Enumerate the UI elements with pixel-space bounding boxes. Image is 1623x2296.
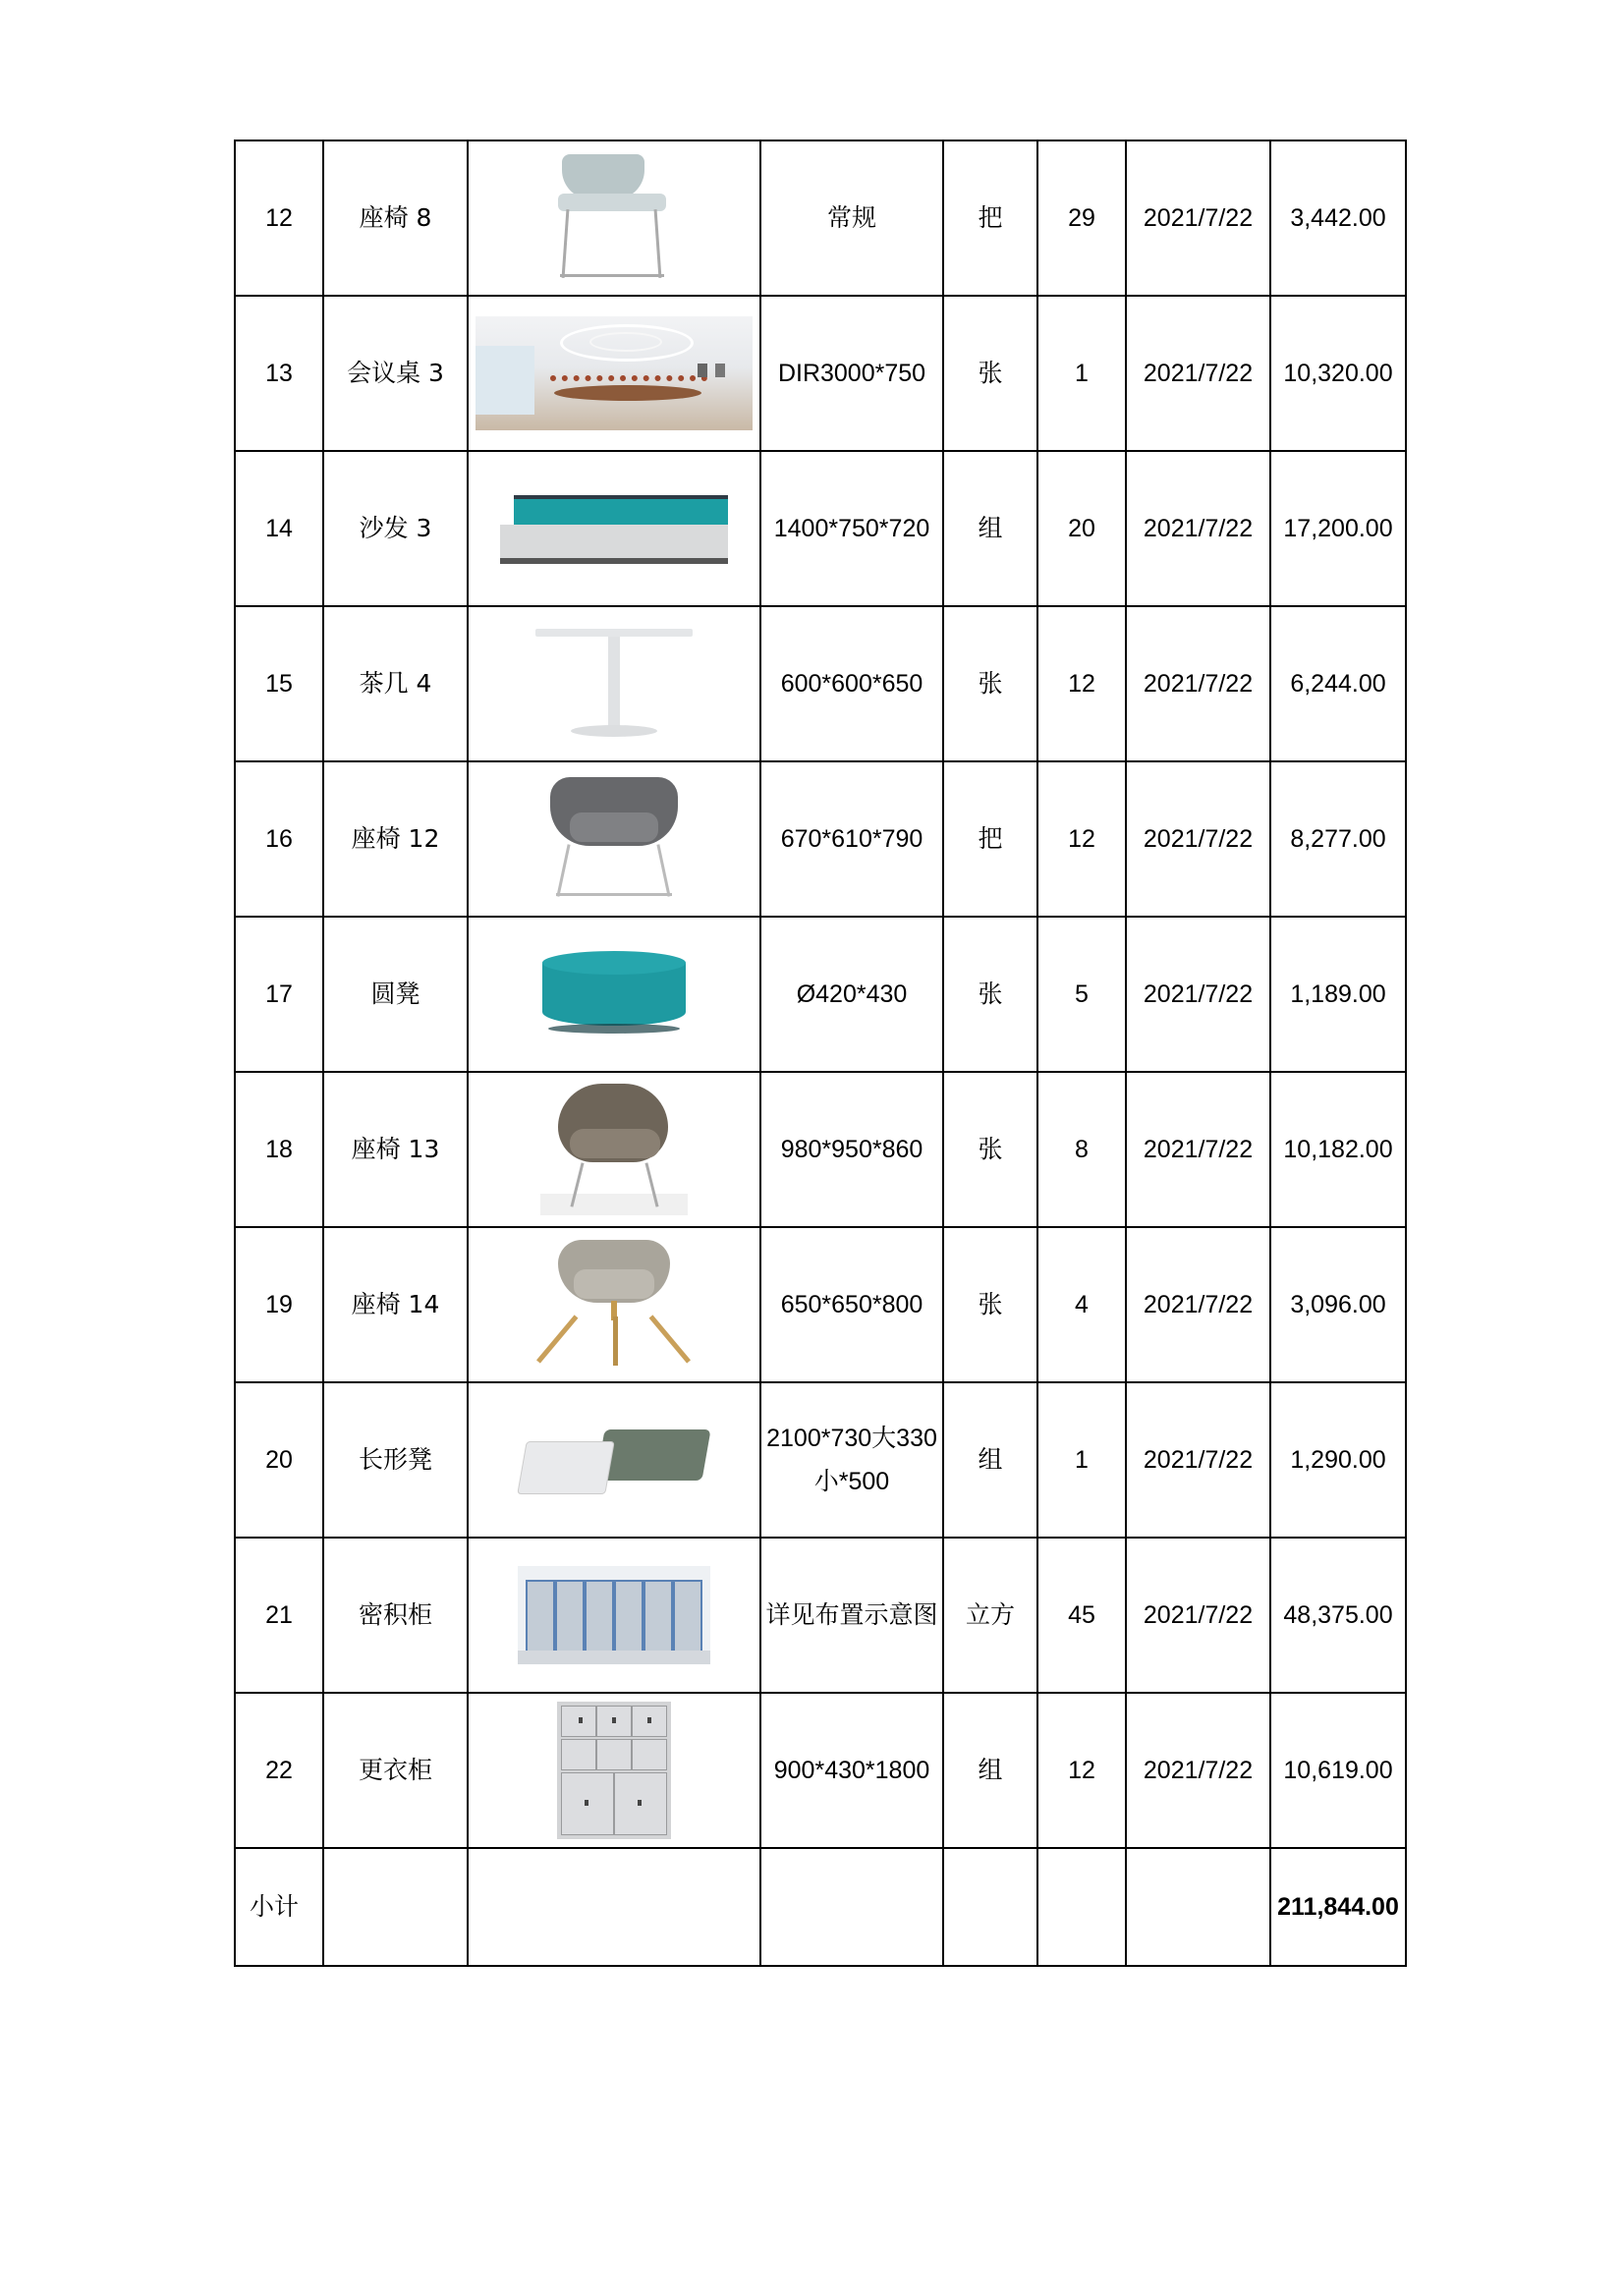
item-quantity: 4 — [1037, 1227, 1126, 1382]
locker-icon — [557, 1702, 671, 1839]
round-table-icon — [535, 629, 693, 739]
item-number: 22 — [235, 1693, 323, 1848]
item-date: 2021/7/22 — [1126, 1382, 1270, 1538]
item-amount: 1,290.00 — [1270, 1382, 1406, 1538]
item-amount: 1,189.00 — [1270, 917, 1406, 1072]
item-date: 2021/7/22 — [1126, 296, 1270, 451]
subtotal-label: 小计 — [235, 1848, 323, 1966]
item-unit: 组 — [943, 1693, 1037, 1848]
item-spec: 详见布置示意图 — [760, 1538, 943, 1693]
item-amount: 3,096.00 — [1270, 1227, 1406, 1382]
womb-chair-icon — [540, 1084, 688, 1215]
empty-cell — [323, 1848, 468, 1966]
empty-cell — [1037, 1848, 1126, 1966]
item-quantity: 8 — [1037, 1072, 1126, 1227]
item-name: 座椅 8 — [323, 140, 468, 296]
item-amount: 8,277.00 — [1270, 761, 1406, 917]
item-spec: 常规 — [760, 140, 943, 296]
item-date: 2021/7/22 — [1126, 140, 1270, 296]
item-date: 2021/7/22 — [1126, 451, 1270, 606]
item-amount: 17,200.00 — [1270, 451, 1406, 606]
item-amount: 10,182.00 — [1270, 1072, 1406, 1227]
sofa-icon — [500, 491, 728, 566]
item-date: 2021/7/22 — [1126, 917, 1270, 1072]
item-quantity: 20 — [1037, 451, 1126, 606]
item-image-cell — [468, 1382, 760, 1538]
item-unit: 立方 — [943, 1538, 1037, 1693]
item-quantity: 12 — [1037, 761, 1126, 917]
item-number: 16 — [235, 761, 323, 917]
table-row — [235, 1693, 1406, 1848]
item-name: 座椅 12 — [323, 761, 468, 917]
item-unit: 把 — [943, 140, 1037, 296]
subtotal-amount: 211,844.00 — [1270, 1848, 1406, 1966]
item-date: 2021/7/22 — [1126, 761, 1270, 917]
item-quantity: 12 — [1037, 606, 1126, 761]
item-amount: 3,442.00 — [1270, 140, 1406, 296]
item-amount: 10,320.00 — [1270, 296, 1406, 451]
item-image-cell — [468, 1227, 760, 1382]
item-spec: 1400*750*720 — [760, 451, 943, 606]
item-date: 2021/7/22 — [1126, 1538, 1270, 1693]
item-unit: 张 — [943, 1227, 1037, 1382]
item-spec: 600*600*650 — [760, 606, 943, 761]
item-unit: 张 — [943, 1072, 1037, 1227]
item-name: 更衣柜 — [323, 1693, 468, 1848]
item-number: 15 — [235, 606, 323, 761]
swivel-chair-icon — [550, 1240, 678, 1370]
item-amount: 6,244.00 — [1270, 606, 1406, 761]
item-unit: 张 — [943, 296, 1037, 451]
item-spec: 650*650*800 — [760, 1227, 943, 1382]
item-image-cell — [468, 1538, 760, 1693]
item-amount: 48,375.00 — [1270, 1538, 1406, 1693]
item-name: 圆凳 — [323, 917, 468, 1072]
table-row — [235, 1072, 1406, 1227]
item-amount: 10,619.00 — [1270, 1693, 1406, 1848]
item-spec: 980*950*860 — [760, 1072, 943, 1227]
item-number: 12 — [235, 140, 323, 296]
table-row — [235, 1382, 1406, 1538]
item-spec: 900*430*1800 — [760, 1693, 943, 1848]
item-number: 17 — [235, 917, 323, 1072]
empty-cell — [468, 1848, 760, 1966]
table-row — [235, 296, 1406, 451]
item-name: 座椅 14 — [323, 1227, 468, 1382]
table-row — [235, 1227, 1406, 1382]
item-spec: Ø420*430 — [760, 917, 943, 1072]
table-row — [235, 917, 1406, 1072]
empty-cell — [760, 1848, 943, 1966]
item-name: 密积柜 — [323, 1538, 468, 1693]
item-number: 20 — [235, 1382, 323, 1538]
item-number: 19 — [235, 1227, 323, 1382]
item-number: 13 — [235, 296, 323, 451]
item-unit: 组 — [943, 451, 1037, 606]
table-row — [235, 606, 1406, 761]
item-unit: 组 — [943, 1382, 1037, 1538]
table-row — [235, 761, 1406, 917]
item-image-cell — [468, 296, 760, 451]
conference-room-icon — [476, 316, 753, 430]
item-date: 2021/7/22 — [1126, 606, 1270, 761]
item-date: 2021/7/22 — [1126, 1072, 1270, 1227]
mobile-shelving-icon — [518, 1566, 710, 1664]
furniture-price-table — [234, 140, 1407, 1967]
item-unit: 张 — [943, 917, 1037, 1072]
round-stool-icon — [542, 951, 686, 1037]
lounge-chair-icon — [540, 777, 688, 901]
item-spec: 670*610*790 — [760, 761, 943, 917]
item-name: 沙发 3 — [323, 451, 468, 606]
item-number: 21 — [235, 1538, 323, 1693]
item-image-cell — [468, 1072, 760, 1227]
table-row — [235, 140, 1406, 296]
item-number: 18 — [235, 1072, 323, 1227]
item-name: 长形凳 — [323, 1382, 468, 1538]
item-quantity: 45 — [1037, 1538, 1126, 1693]
item-spec: 2100*730大330小*500 — [760, 1382, 943, 1538]
item-unit: 把 — [943, 761, 1037, 917]
item-name: 座椅 13 — [323, 1072, 468, 1227]
table-row — [235, 1538, 1406, 1693]
item-name: 会议桌 3 — [323, 296, 468, 451]
item-quantity: 5 — [1037, 917, 1126, 1072]
item-image-cell — [468, 140, 760, 296]
stacking-chair-icon — [550, 154, 678, 282]
item-image-cell — [468, 606, 760, 761]
empty-cell — [1126, 1848, 1270, 1966]
item-date: 2021/7/22 — [1126, 1693, 1270, 1848]
subtotal-row — [235, 1848, 1406, 1966]
empty-cell — [943, 1848, 1037, 1966]
table-row — [235, 451, 1406, 606]
item-name: 茶几 4 — [323, 606, 468, 761]
item-quantity: 1 — [1037, 1382, 1126, 1538]
item-spec: DIR3000*750 — [760, 296, 943, 451]
item-date: 2021/7/22 — [1126, 1227, 1270, 1382]
item-image-cell — [468, 451, 760, 606]
item-image-cell — [468, 1693, 760, 1848]
item-number: 14 — [235, 451, 323, 606]
item-quantity: 12 — [1037, 1693, 1126, 1848]
item-quantity: 29 — [1037, 140, 1126, 296]
item-image-cell — [468, 917, 760, 1072]
item-quantity: 1 — [1037, 296, 1126, 451]
item-unit: 张 — [943, 606, 1037, 761]
item-image-cell — [468, 761, 760, 917]
bench-icon — [522, 1422, 706, 1498]
